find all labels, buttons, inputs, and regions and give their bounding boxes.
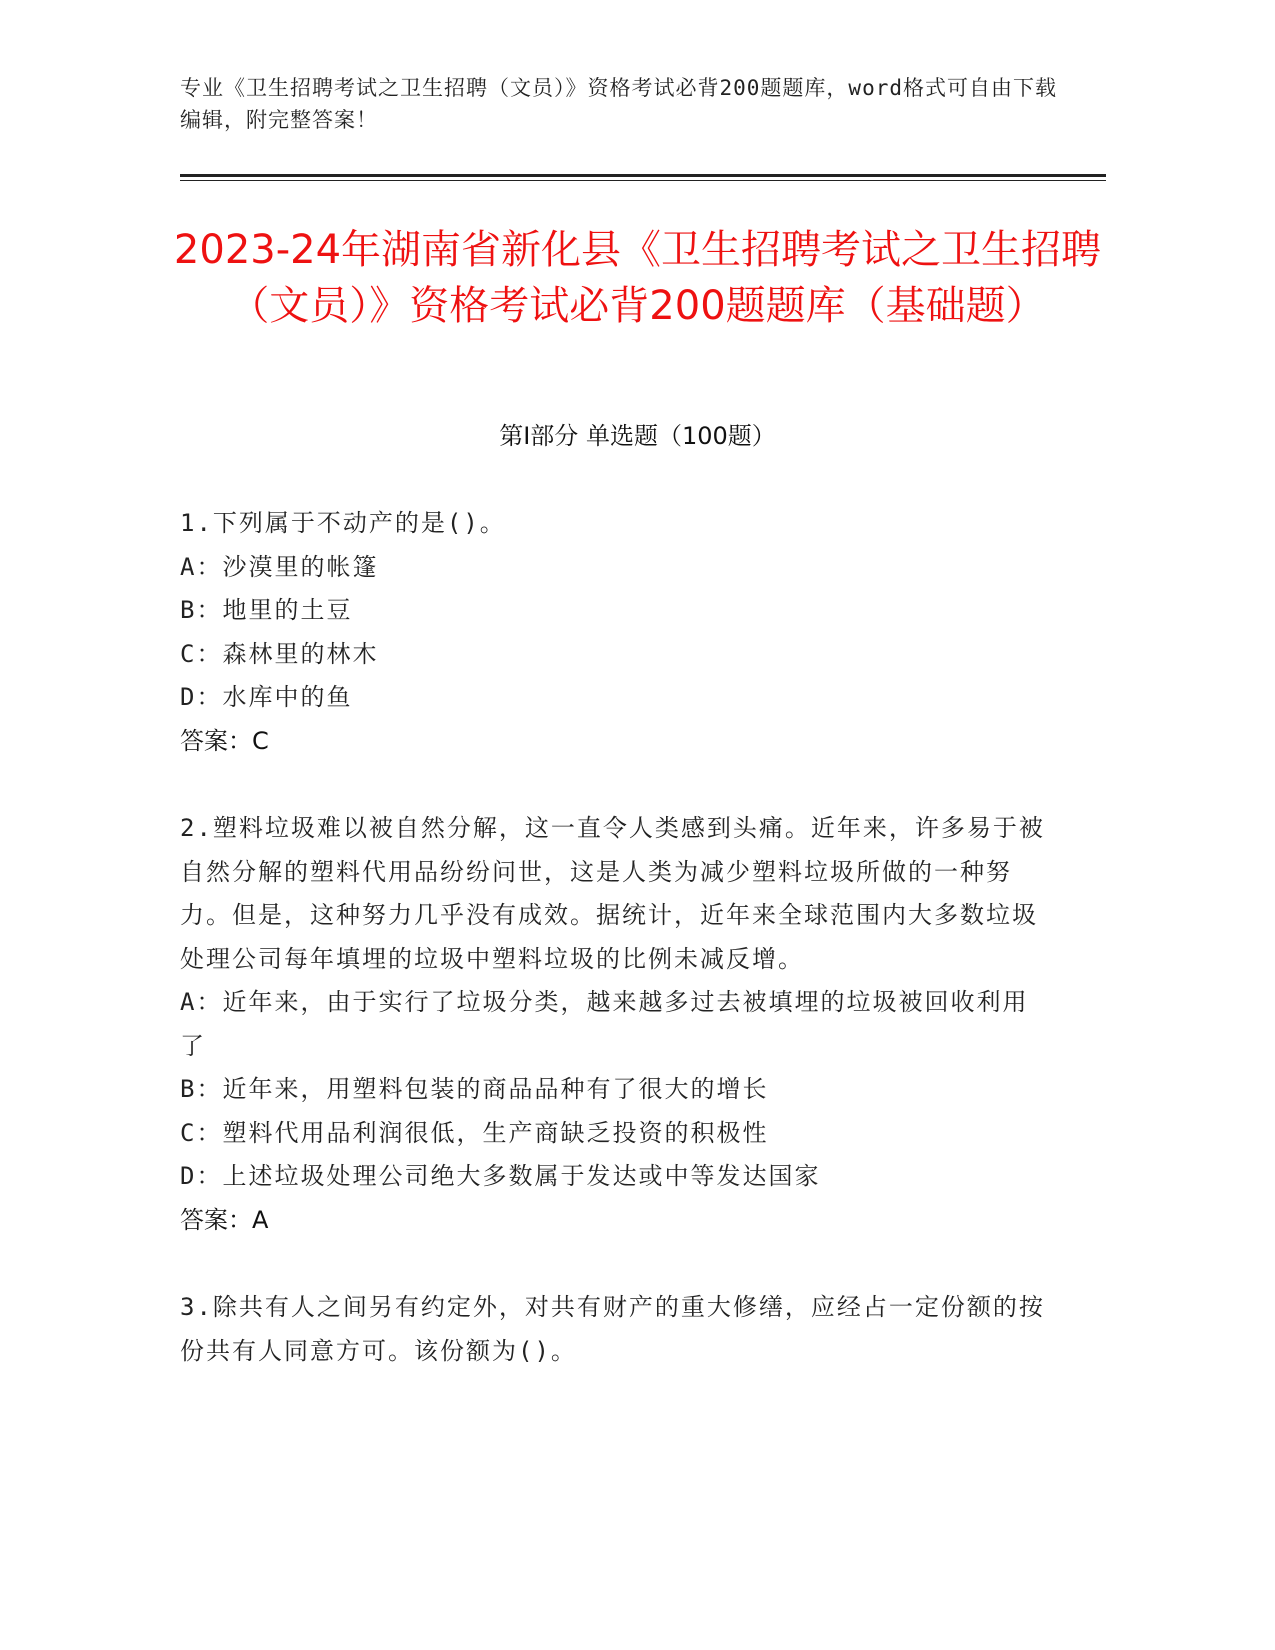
header-note: 专业《卫生招聘考试之卫生招聘（文员）》资格考试必背200题题库，word格式可自由下载编辑，附完整答案！: [180, 76, 1057, 132]
question-stem: 3.除共有人之间另有约定外，对共有财产的重大修缮，应经占一定份额的按份共有人同意方可。该份额为()。: [180, 1293, 1045, 1365]
answer-line: 答案：C: [180, 726, 269, 755]
option-d: D：水库中的鱼: [180, 683, 353, 711]
option-c: C：森林里的林木: [180, 639, 379, 668]
header-divider-thick: [180, 174, 1106, 177]
question-list: [180, 502, 1050, 1417]
header-divider-thin: [180, 180, 1106, 181]
option-c: C：塑料代用品利润很低，生产商缺乏投资的积极性: [180, 1118, 769, 1147]
document-title: 2023-24年湖南省新化县《卫生招聘考试之卫生招聘（文员）》资格考试必背200题题库（基础题）: [173, 227, 1102, 329]
question-stem: 1.下列属于不动产的是()。: [180, 509, 506, 537]
option-d: D：上述垃圾处理公司绝大多数属于发达或中等发达国家: [180, 1162, 821, 1190]
question-1: [180, 502, 1050, 763]
question-3: [180, 1286, 1050, 1373]
question-stem: 2.塑料垃圾难以被自然分解，这一直令人类感到头痛。近年来，许多易于被自然分解的塑料代用品纷纷问世，这是人类为减少塑料垃圾所做的一种努力。但是，这种努力几乎没有成效。据统计，近年来全球范围内大多数垃圾处理公司每年填埋的垃圾中塑料垃圾的比例未减反增。: [180, 814, 1045, 973]
section-heading: 第I部分 单选题（100题）: [499, 422, 776, 450]
answer-line: 答案：A: [180, 1205, 269, 1234]
option-a: A：沙漠里的帐篷: [180, 552, 379, 581]
option-a: A：近年来，由于实行了垃圾分类，越来越多过去被填埋的垃圾被回收利用了: [180, 988, 1029, 1060]
question-2: [180, 807, 1050, 1242]
option-b: B：近年来，用塑料包装的商品品种有了很大的增长: [180, 1075, 769, 1103]
option-b: B：地里的土豆: [180, 596, 353, 624]
